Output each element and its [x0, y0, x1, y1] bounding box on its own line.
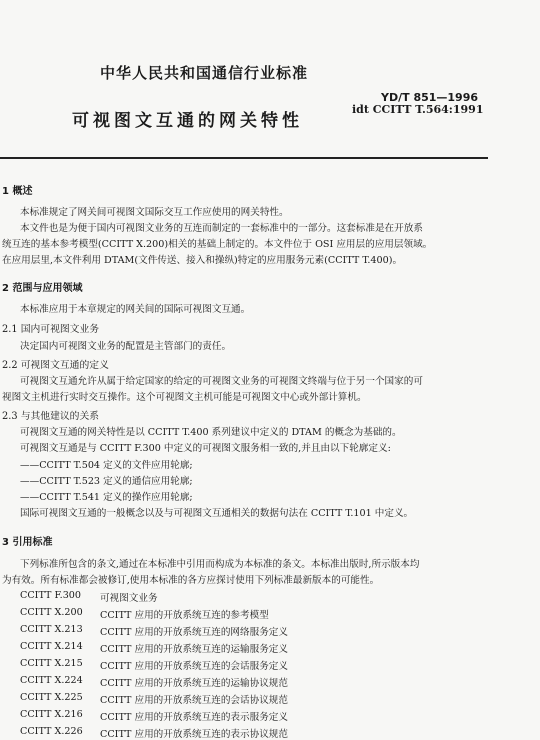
reference-code: CCITT X.213 — [20, 624, 83, 635]
reference-code: CCITT X.215 — [20, 658, 83, 669]
reference-title: CCITT 应用的开放系统互连的参考模型 — [100, 610, 269, 621]
section-2-2-heading: 2.2 可视图文互通的定义 — [2, 360, 109, 371]
section-1-paragraph-2-line-1: 本文件也是为便于国内可视图文业务的互连而制定的一套标准中的一部分。这套标准是在开放系 — [20, 223, 423, 234]
section-2-3-heading: 2.3 与其他建议的关系 — [2, 411, 100, 422]
standard-code: YD/T 851—1996 — [381, 91, 479, 104]
reference-code: CCITT X.214 — [20, 641, 83, 652]
reference-title: 可视图文业务 — [100, 593, 158, 604]
section-2-1-paragraph: 决定国内可视图文业务的配置是主管部门的责任。 — [20, 341, 232, 352]
section-2-2-paragraph-line-2: 视图文主机进行实时交互操作。这个可视图文主机可能是可视图文中心或外部计算机。 — [2, 392, 367, 403]
header-divider — [0, 157, 488, 159]
reference-title: CCITT 应用的开放系统互连的表示服务定义 — [100, 712, 288, 723]
equivalent-standard-code: idt CCITT T.564:1991 — [352, 103, 484, 116]
section-2-paragraph-1: 本标准应用于本章规定的网关间的国际可视图文互通。 — [20, 304, 251, 315]
section-2-3-list-item-1: ——CCITT T.504 定义的文件应用轮廓; — [20, 460, 193, 471]
section-2-3-list-item-3: ——CCITT T.541 定义的操作应用轮廓; — [20, 492, 193, 503]
reference-title: CCITT 应用的开放系统互连的网络服务定义 — [100, 627, 288, 638]
reference-code: CCITT X.200 — [20, 607, 83, 618]
reference-title: CCITT 应用的开放系统互连的会话协议规范 — [100, 695, 288, 706]
section-2-1-heading: 2.1 国内可视图文业务 — [2, 324, 100, 335]
reference-title: CCITT 应用的开放系统互连的会话服务定义 — [100, 661, 288, 672]
reference-title: CCITT 应用的开放系统互连的表示协议规范 — [100, 729, 288, 740]
section-1-paragraph-1: 本标准规定了网关间可视图文国际交互工作应使用的网关特性。 — [20, 207, 289, 218]
section-2-3-list-item-2: ——CCITT T.523 定义的通信应用轮廓; — [20, 476, 193, 487]
section-1-paragraph-2-line-3: 在应用层里,本文件利用 DTAM(文件传送、接入和操纵)特定的应用服务元素(CCITT T.400)。 — [2, 255, 403, 266]
reference-code: CCITT X.216 — [20, 709, 83, 720]
section-3-paragraph-line-2: 为有效。所有标准都会被修订,使用本标准的各方应探讨使用下列标准最新版本的可能性。 — [2, 575, 380, 586]
reference-code: CCITT X.225 — [20, 692, 83, 703]
section-2-3-paragraph-3: 国际可视图文互通的一般概念以及与可视图文互通相关的数据句法在 CCITT T.101 中定义。 — [20, 508, 414, 519]
reference-code: CCITT F.300 — [20, 590, 82, 601]
reference-code: CCITT X.226 — [20, 726, 83, 737]
standard-category-title: 中华人民共和国通信行业标准 — [100, 64, 309, 82]
reference-title: CCITT 应用的开放系统互连的运输协议规范 — [100, 678, 288, 689]
section-2-heading: 2 范围与应用领域 — [2, 283, 83, 294]
section-1-paragraph-2-line-2: 统互连的基本参考模型(CCITT X.200)相关的基础上制定的。本文件位于 OSI 应用层的应用层领域。 — [2, 239, 433, 250]
section-2-3-paragraph-1: 可视图文互通的网关特性是以 CCITT T.400 系列建议中定义的 DTAM 的概念为基础的。 — [20, 427, 402, 438]
section-1-heading: 1 概述 — [2, 186, 33, 197]
section-2-3-paragraph-2: 可视图文互通是与 CCITT F.300 中定义的可视图文服务相一致的,并且由以下轮廓定义: — [20, 443, 391, 454]
reference-title: CCITT 应用的开放系统互连的运输服务定义 — [100, 644, 288, 655]
reference-code: CCITT X.224 — [20, 675, 83, 686]
section-3-heading: 3 引用标准 — [2, 537, 53, 548]
document-title: 可视图文互通的网关特性 — [72, 111, 303, 131]
section-2-2-paragraph-line-1: 可视图文互通允许从属于给定国家的给定的可视图文业务的可视图文终端与位于另一个国家的可 — [20, 376, 423, 387]
section-3-paragraph-line-1: 下列标准所包含的条文,通过在本标准中引用而构成为本标准的条文。本标准出版时,所示版本均 — [20, 559, 420, 570]
